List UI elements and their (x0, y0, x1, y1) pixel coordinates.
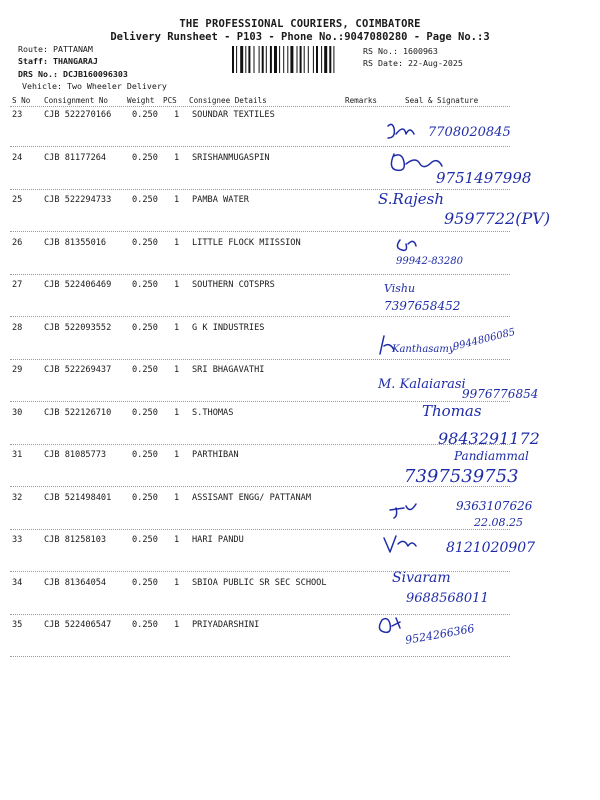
row-consignee: ASSISANT ENGG/ PATTANAM (192, 493, 311, 503)
row-consignment-no: CJB 522406469 (44, 280, 112, 290)
vehicle-label: Vehicle: Two Wheeler Delivery (22, 81, 167, 91)
col-header-signature: Seal & Signature (405, 96, 479, 105)
row-divider (10, 231, 510, 232)
row-pcs: 1 (174, 153, 180, 163)
row-consignment-no: CJB 522269437 (44, 365, 112, 375)
row-consignment-no: CJB 81355016 (44, 238, 107, 248)
staff-label: Staff: THANGARAJ (18, 56, 98, 66)
row-pcs: 1 (174, 110, 180, 120)
barcode-bar (248, 46, 250, 73)
svg-text:9524266366: 9524266366 (404, 621, 476, 647)
row-weight: 0.250 (132, 620, 158, 630)
rs-number: RS No.: 1600963 (363, 46, 438, 56)
barcode-bar (283, 46, 284, 73)
barcode-bar (308, 46, 309, 73)
row-weight: 0.250 (132, 365, 158, 375)
row-consignee: PRIYADARSHINI (192, 620, 260, 630)
barcode-bar (274, 46, 277, 73)
svg-text:7397539753: 7397539753 (404, 466, 519, 487)
barcode-image (232, 46, 358, 73)
row-sno: 24 (12, 153, 23, 163)
svg-text:9944806085: 9944806085 (452, 326, 517, 353)
row-pcs: 1 (174, 195, 180, 205)
row-consignment-no: CJB 522126710 (44, 408, 112, 418)
row-consignment-no: CJB 81177264 (44, 153, 107, 163)
row-pcs: 1 (174, 578, 180, 588)
row-consignee: LITTLE FLOCK MIISSION (192, 238, 301, 248)
row-consignment-no: CJB 522294733 (44, 195, 112, 205)
row-consignment-no: CJB 81085773 (44, 450, 107, 460)
row-weight: 0.250 (132, 110, 158, 120)
signature-25 (366, 190, 596, 228)
row-consignee: SRI BHAGAVATHI (192, 365, 265, 375)
barcode-bar (270, 46, 272, 73)
row-weight: 0.250 (132, 238, 158, 248)
drs-number: DRS No.: DCJB160096303 (18, 69, 128, 79)
row-consignee: SRISHANMUGASPIN (192, 153, 270, 163)
document-title: THE PROFESSIONAL COURIERS, COIMBATORE (179, 18, 421, 30)
svg-text:Pandiammal: Pandiammal (454, 449, 529, 462)
row-weight: 0.250 (132, 578, 158, 588)
row-pcs: 1 (174, 323, 180, 333)
row-weight: 0.250 (132, 408, 158, 418)
row-consignee: HARI PANDU (192, 535, 244, 545)
svg-text:99942-83280: 99942-83280 (396, 256, 464, 267)
row-sno: 27 (12, 280, 23, 290)
barcode-bar (259, 46, 260, 73)
barcode-bar (313, 46, 314, 73)
barcode-bar (329, 46, 331, 73)
signature-24 (366, 150, 596, 188)
col-header-consignee: Consignee Details (189, 96, 267, 105)
row-consignment-no: CJB 522406547 (44, 620, 112, 630)
rs-date: RS Date: 22-Aug-2025 (363, 58, 463, 68)
row-pcs: 1 (174, 365, 180, 375)
svg-text:M. Kalaiarasi: M. Kalaiarasi (378, 377, 466, 392)
barcode-bar (297, 46, 298, 73)
row-pcs: 1 (174, 535, 180, 545)
row-divider (10, 359, 510, 360)
row-sno: 26 (12, 238, 23, 248)
row-pcs: 1 (174, 450, 180, 460)
row-consignment-no: CJB 522093552 (44, 323, 112, 333)
row-consignee: G K INDUSTRIES (192, 323, 265, 333)
col-header-weight: Weight (127, 96, 155, 105)
row-consignee: S.THOMAS (192, 408, 234, 418)
row-weight: 0.250 (132, 450, 158, 460)
signature-34 (366, 566, 596, 604)
svg-text:9751497998: 9751497998 (436, 169, 532, 187)
row-consignee: PAMBA WATER (192, 195, 249, 205)
svg-text:9976776854: 9976776854 (462, 387, 539, 401)
signature-26 (366, 236, 596, 274)
signature-31 (366, 456, 596, 494)
svg-text:9363107626: 9363107626 (456, 499, 533, 513)
col-header-pcs: PCS (163, 96, 177, 105)
signature-27 (366, 278, 596, 316)
row-consignment-no: CJB 522270166 (44, 110, 112, 120)
svg-text:S.Rajesh: S.Rajesh (378, 190, 444, 208)
barcode-bar (290, 46, 293, 73)
barcode-bar (262, 46, 264, 73)
row-weight: 0.250 (132, 323, 158, 333)
signature-29 (366, 364, 596, 402)
row-consignment-no: CJB 81258103 (44, 535, 107, 545)
row-sno: 28 (12, 323, 23, 333)
svg-text:Vishu: Vishu (384, 282, 416, 295)
svg-text:22.08.25: 22.08.25 (474, 516, 523, 529)
row-sno: 30 (12, 408, 23, 418)
row-weight: 0.250 (132, 280, 158, 290)
row-consignment-no: CJB 81364054 (44, 578, 107, 588)
barcode-bar (333, 46, 334, 73)
row-consignment-no: CJB 521498401 (44, 493, 112, 503)
barcode-bar (232, 46, 234, 73)
route-label: Route: PATTANAM (18, 44, 93, 54)
barcode-bar (287, 46, 288, 73)
svg-text:9843291172: 9843291172 (438, 429, 540, 448)
svg-text:Thomas: Thomas (422, 402, 482, 420)
signature-33 (366, 528, 596, 566)
barcode-bar (254, 46, 255, 73)
row-divider (10, 316, 510, 317)
barcode-bar (245, 46, 246, 73)
svg-text:9597722(PV): 9597722(PV) (444, 209, 551, 228)
row-consignee: SOUTHERN COTSPRS (192, 280, 275, 290)
svg-text:9688568011: 9688568011 (406, 591, 489, 604)
row-pcs: 1 (174, 493, 180, 503)
row-consignee: PARTHIBAN (192, 450, 239, 460)
svg-text:8121020907: 8121020907 (446, 540, 536, 556)
row-pcs: 1 (174, 620, 180, 630)
row-sno: 29 (12, 365, 23, 375)
col-header-sno: S No (12, 96, 31, 105)
row-pcs: 1 (174, 280, 180, 290)
row-sno: 33 (12, 535, 23, 545)
barcode-bar (321, 46, 322, 73)
barcode-bar (279, 46, 280, 73)
row-weight: 0.250 (132, 493, 158, 503)
row-sno: 35 (12, 620, 23, 630)
col-header-remarks: Remarks (345, 96, 378, 105)
barcode-bar (240, 46, 243, 73)
svg-text:7708020845: 7708020845 (428, 125, 511, 140)
barcode-bar (266, 46, 267, 73)
runsheet-subtitle: Delivery Runsheet - P103 - Phone No.:9047080280 - Page No.:3 (110, 31, 490, 43)
row-consignee: SOUNDAR TEXTILES (192, 110, 275, 120)
barcode-bar (324, 46, 327, 73)
row-weight: 0.250 (132, 153, 158, 163)
row-sno: 31 (12, 450, 23, 460)
row-sno: 32 (12, 493, 23, 503)
row-sno: 23 (12, 110, 23, 120)
col-header-consignment: Consignment No (44, 96, 109, 105)
barcode-bar (316, 46, 318, 73)
row-consignee: SBIOA PUBLIC SR SEC SCHOOL (192, 578, 327, 588)
barcode-bar (300, 46, 302, 73)
signature-28 (366, 318, 596, 356)
svg-text:Kanthasamy: Kanthasamy (392, 344, 455, 355)
row-pcs: 1 (174, 238, 180, 248)
signature-35 (366, 612, 596, 650)
row-weight: 0.250 (132, 195, 158, 205)
barcode-bar (304, 46, 305, 73)
row-divider (10, 274, 510, 275)
row-pcs: 1 (174, 408, 180, 418)
barcode-bar (236, 46, 237, 73)
row-sno: 34 (12, 578, 23, 588)
row-divider (10, 656, 510, 657)
svg-text:Sivaram: Sivaram (392, 570, 451, 586)
row-sno: 25 (12, 195, 23, 205)
svg-text:7397658452: 7397658452 (384, 299, 461, 313)
row-weight: 0.250 (132, 535, 158, 545)
header-divider (10, 106, 510, 107)
